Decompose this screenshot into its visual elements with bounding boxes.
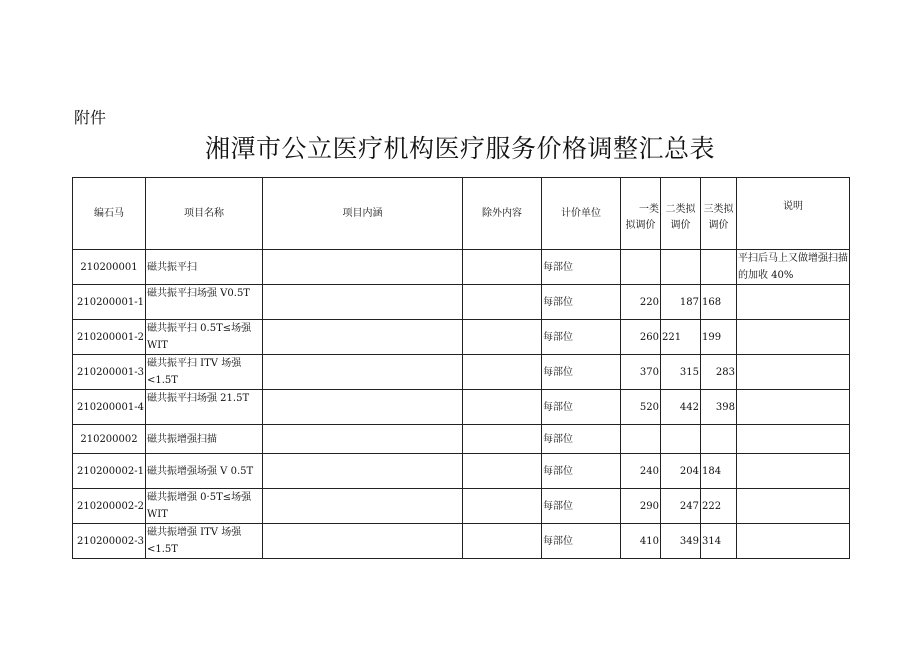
item-unit: 每部位 [542,390,621,425]
item-name: 磁共振增强 ITV 场强 <1.5T [146,524,263,559]
class3-price: 283 [701,355,737,390]
class3-price: 199 [701,320,737,355]
class3-price: 314 [701,524,737,559]
item-note [737,524,850,559]
table-row [73,285,850,320]
item-content [263,390,463,425]
class1-price: 410 [621,524,661,559]
table-row [73,489,850,524]
item-name: 磁共振增强扫描 [146,425,263,454]
item-unit: 每部位 [542,489,621,524]
header-class1 [621,178,661,250]
class2-price: 349 [661,524,701,559]
class3-price: 398 [701,390,737,425]
item-content [263,454,463,489]
class2-price: 204 [661,454,701,489]
class3-price: 184 [701,454,737,489]
header-unit: 计价单位 [542,178,621,250]
class2-price: 247 [661,489,701,524]
item-unit: 每部位 [542,250,621,285]
item-exclusions [463,454,542,489]
item-content [263,320,463,355]
class1-price: 290 [621,489,661,524]
item-note: 平扫后马上又做增强扫描的加收 40% [737,250,850,285]
class1-price [621,250,661,285]
class1-price: 240 [621,454,661,489]
class3-price: 168 [701,285,737,320]
item-name: 磁共振平扫场强 V0.5T [146,285,263,320]
item-code: 210200002-2 [73,489,146,524]
header-name: 项目名称 [146,178,263,250]
class3-price [701,425,737,454]
item-code: 210200001-4 [73,390,146,425]
item-exclusions [463,355,542,390]
header-exclusions: 除外内容 [463,178,542,250]
item-note [737,285,850,320]
item-unit: 每部位 [542,524,621,559]
item-content [263,355,463,390]
class2-price: 442 [661,390,701,425]
item-name: 磁共振平扫 ITV 场强 <1.5T [146,355,263,390]
class1-price: 370 [621,355,661,390]
item-note [737,454,850,489]
item-note [737,320,850,355]
item-exclusions [463,489,542,524]
item-exclusions [463,425,542,454]
item-exclusions [463,285,542,320]
item-code: 210200001 [73,250,146,285]
class2-price: 187 [661,285,701,320]
class2-price: 221 [661,320,701,355]
item-name: 磁共振增强 0·5T≤场强 WIT [146,489,263,524]
class1-price [621,425,661,454]
item-unit: 每部位 [542,425,621,454]
item-code: 210200002-3 [73,524,146,559]
item-name: 磁共振平扫场强 21.5T [146,390,263,425]
item-content [263,285,463,320]
class2-price [661,250,701,285]
item-exclusions [463,250,542,285]
class1-price: 220 [621,285,661,320]
attachment-label: 附件 [74,108,107,127]
header-class3-line2: 调价 [708,219,729,231]
item-code: 210200001-2 [73,320,146,355]
item-code: 210200002-1 [73,454,146,489]
header-note: 说明 [737,178,850,250]
table-row [73,524,850,559]
header-class2-line2: 调价 [670,219,691,231]
class2-price: 315 [661,355,701,390]
item-unit: 每部位 [542,454,621,489]
class1-price: 260 [621,320,661,355]
item-content [263,250,463,285]
item-exclusions [463,320,542,355]
item-unit: 每部位 [542,285,621,320]
header-class1-line1: 一类 [639,203,659,215]
item-unit: 每部位 [542,355,621,390]
header-class2 [661,178,701,250]
table-header-row [73,178,850,250]
class3-price: 222 [701,489,737,524]
item-exclusions [463,524,542,559]
item-code: 210200001-1 [73,285,146,320]
item-name: 磁共振增强场强 V 0.5T [146,454,263,489]
item-name: 磁共振平扫 [146,250,263,285]
table-row [73,390,850,425]
table-row [73,320,850,355]
item-note [737,355,850,390]
header-code: 编石马 [73,178,146,250]
item-code: 210200001-3 [73,355,146,390]
header-class3-line1: 三类拟 [703,203,734,215]
table-row [73,454,850,489]
table-row [73,250,850,285]
class2-price [661,425,701,454]
class1-price: 520 [621,390,661,425]
document-title: 湘潭市公立医疗机构医疗服务价格调整汇总表 [204,134,715,163]
item-note [737,390,850,425]
item-code: 210200002 [73,425,146,454]
item-note [737,425,850,454]
class3-price [701,250,737,285]
item-exclusions [463,390,542,425]
item-content [263,425,463,454]
item-content [263,524,463,559]
item-note [737,489,850,524]
item-unit: 每部位 [542,320,621,355]
header-class3 [701,178,737,250]
header-class2-line1: 二类拟 [665,203,696,215]
table-row [73,355,850,390]
price-adjustment-table [72,177,850,559]
item-name: 磁共振平扫 0.5T≤场强 WIT [146,320,263,355]
header-class1-line2: 拟调价 [625,219,656,231]
item-content [263,489,463,524]
header-content: 项目内涵 [263,178,463,250]
table-row [73,425,850,454]
